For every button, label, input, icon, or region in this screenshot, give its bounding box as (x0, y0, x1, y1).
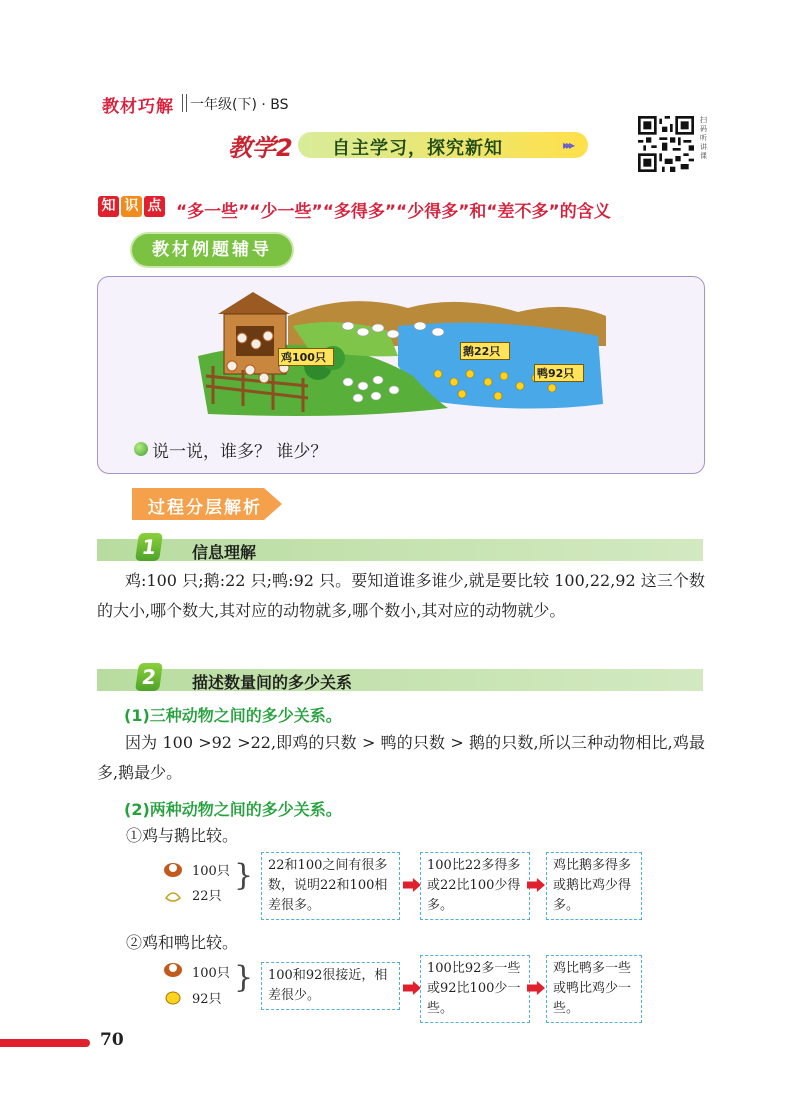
page-number: 70 (100, 1030, 124, 1050)
subsection-paragraph: 因为 100 >92 >22,即鸡的只数 > 鸭的只数 > 鹅的只数,所以三种动物相比,鸡最多,鹅最少。 (97, 733, 705, 782)
lesson-title: 自主学习，探究新知 (332, 138, 503, 159)
section-title: 描述数量间的多少关系 (192, 673, 353, 692)
comparison-title: ②鸡和鸭比较。 (126, 933, 239, 952)
chicken-face (169, 964, 177, 972)
kp-tag: 识 (121, 196, 142, 217)
section-paragraph: 鸡:100 只;鹅:22 只;鸭:92 只。要知道谁多谁少,就是要比较 100,22,92 这三个数的大小,哪个数大,其对应的动物就多,哪个数小,其对应的动物就少。 (97, 571, 705, 620)
conclusion-box: 鸡比鹅多得多或鹅比鸡少得多。 (546, 852, 642, 920)
relation-box: 100比22多得多或22比100少得多。 (420, 852, 530, 920)
kp-tag: 知 (98, 196, 119, 217)
goose-count-label: 鹅22只 (460, 342, 510, 360)
duck-count-label: 鸭92只 (534, 364, 584, 382)
chicken-count-label: 鸡100只 (278, 348, 334, 366)
subsection-heading: (1)三种动物之间的多少关系。 (124, 706, 342, 725)
book-brand: 教材巧解 (102, 97, 174, 117)
chicken-goose-icons (160, 858, 186, 908)
count-label: 22只 (192, 889, 222, 904)
section-number: 1 (135, 533, 163, 561)
lesson-banner (228, 128, 598, 164)
grade-label: 一年级(下) · BS (190, 97, 289, 113)
subsection-heading: (2)两种动物之间的多少关系。 (124, 800, 342, 819)
chicken-face (169, 864, 177, 872)
reason-box: 100和92很接近，相差很少。 (261, 962, 400, 1010)
conclusion-box: 鸡比鸭多一些或鸭比鸡少一些。 (546, 955, 642, 1023)
chicken-duck-icons (160, 958, 186, 1008)
section-title: 信息理解 (192, 543, 257, 562)
goose-icon (166, 893, 180, 901)
lesson-number: 教学2 (228, 134, 293, 162)
section-number: 2 (135, 663, 163, 691)
brace-icon: } (234, 858, 254, 893)
knowledge-point-tags (98, 196, 165, 217)
farm-scene-illustration (198, 286, 606, 420)
triple-arrow-icon: ▸▸▸ (563, 138, 573, 152)
comparison-title: ①鸡与鹅比较。 (126, 826, 239, 845)
right-arrow-icon (403, 878, 421, 892)
knowledge-point-title: “多一些”“少一些”“多得多”“少得多”和“差不多”的含义 (176, 202, 611, 222)
relation-box: 100比92多一些或92比100少一些。 (420, 955, 530, 1023)
section-bar (97, 669, 703, 691)
coop-roof (218, 292, 290, 314)
section-bar (97, 539, 703, 561)
example-banner: 教材例题辅导 (132, 234, 292, 266)
qr-note: 扫码听讲课 (700, 116, 707, 160)
process-banner-label: 过程分层解析 (148, 498, 262, 518)
brace-icon: } (234, 960, 254, 995)
footer-accent-bar (0, 1039, 90, 1047)
header-divider (182, 94, 187, 112)
reason-box: 22和100之间有很多数，说明22和100相差很多。 (261, 852, 400, 920)
qr-code-icon[interactable] (638, 116, 694, 172)
count-label: 100只 (192, 864, 230, 879)
kp-tag: 点 (144, 196, 165, 217)
right-arrow-icon (403, 981, 421, 995)
bullet-dot-icon (134, 442, 148, 456)
count-label: 92只 (192, 992, 222, 1007)
duck-icon (166, 992, 180, 1004)
count-label: 100只 (192, 966, 230, 981)
process-banner (132, 488, 300, 520)
discussion-prompt: 说一说，谁多？ 谁少？ (152, 442, 328, 462)
